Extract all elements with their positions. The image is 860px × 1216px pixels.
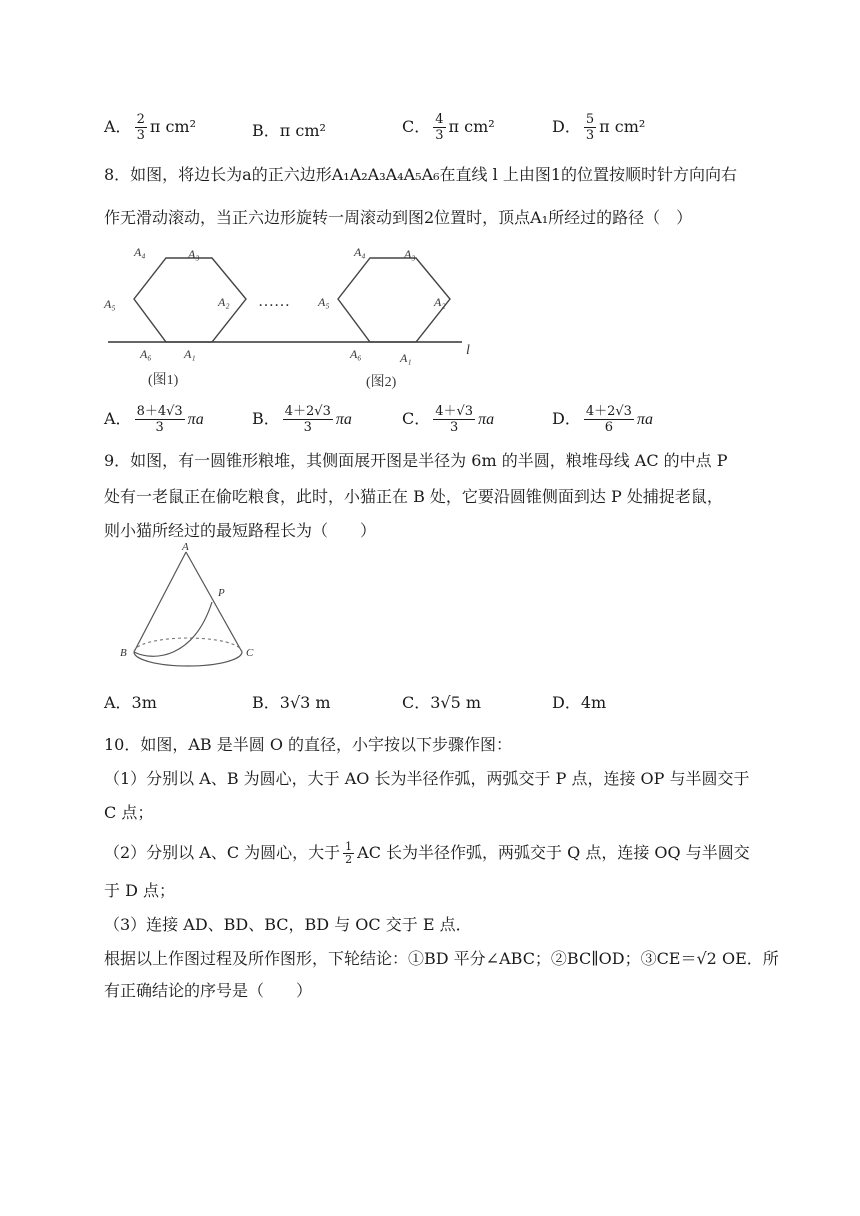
q7-option-a: A． $\frac{2}{3}$ π cm² xyxy=(104,112,196,143)
q10-step-3: （3）连接 AD、BD、BC，BD 与 OC 交于 E 点． xyxy=(104,915,472,934)
fraction: $\frac{2}{3}$ xyxy=(136,112,145,143)
label-c: C xyxy=(246,647,254,659)
h2-a2-label: A₂ xyxy=(434,295,446,309)
q10-step-1-line-1: （1）分别以 A、B 为圆心，大于 AO 长为半径作弧，两弧交于 P 点，连接 OP 与半圆交于 xyxy=(104,769,750,788)
h1-a3-label: A₃ xyxy=(188,247,200,261)
q8-stem-line-2: 作无滑动滚动，当正六边形旋转一周滚动到图2位置时，顶点A₁所经过的路径（ ） xyxy=(104,208,693,227)
h1-a2-label: A₂ xyxy=(218,295,230,309)
q10-conclusions-line-1: 根据以上作图过程及所作图形，下轮结论：①BD 平分∠ABC；②BC∥OD；③CE＝√2 OE．所 xyxy=(104,949,779,968)
h2-a3-label: A₃ xyxy=(404,247,416,261)
q7-option-c: C． $\frac{4}{3}$ π cm² xyxy=(402,112,495,143)
q9-option-c: C．3√5 m xyxy=(402,693,482,712)
q8-option-d: D． $\frac{4+2√3}{6}$ πa xyxy=(552,404,653,435)
fraction: $\frac{5}{3}$ xyxy=(585,112,595,143)
cone-edge-ac xyxy=(186,552,242,652)
h2-a1-label: A₁ xyxy=(400,351,412,365)
fraction: $\frac{4}{3}$ xyxy=(435,112,444,143)
hexagon-dots: …… xyxy=(258,293,290,310)
hexagon-2-labels xyxy=(317,245,446,365)
q9-stem-line-2: 处有一老鼠正在偷吃粮食，此时，小猫正在 B 处，它要沿圆锥侧面到达 P 处捕捉老鼠， xyxy=(104,487,723,506)
h2-a4-label: A₄ xyxy=(354,245,366,259)
q7-option-d: D． $\frac{5}{3}$ π cm² xyxy=(552,112,646,143)
h1-a5-label: A₅ xyxy=(104,297,116,311)
fraction: $\frac{8+4√3}{3}$ xyxy=(136,404,183,435)
fraction: $\frac{4+√3}{3}$ xyxy=(435,404,474,435)
line-l-label: l xyxy=(466,343,470,358)
fraction: $\frac{4+2√3}{3}$ xyxy=(284,404,331,435)
h2-a6-label: A₆ xyxy=(350,347,362,361)
hexagon-1-labels xyxy=(103,245,230,361)
figure-1-caption: (图1) xyxy=(148,373,179,388)
q7-option-b: B．π cm² xyxy=(252,121,326,140)
q10-step-2-line-2: 于 D 点； xyxy=(104,881,176,900)
q8-stem-line-1: 8．如图，将边长为a的正六边形A₁A₂A₃A₄A₅A₆在直线 l 上由图1的位置按顺时针方向向右 xyxy=(104,165,738,184)
q9-option-b: B．3√3 m xyxy=(252,693,331,712)
cone-base-back xyxy=(134,638,242,652)
fraction: $\frac{4+2√3}{6}$ xyxy=(585,404,632,435)
q8-hexagon-figure xyxy=(100,236,490,396)
h2-a5-label: A₅ xyxy=(318,295,330,309)
cone-edge-ab xyxy=(134,552,186,652)
q8-option-a: A． $\frac{8+4√3}{3}$ πa xyxy=(104,404,204,435)
q9-option-a: A．3m xyxy=(104,693,157,712)
h1-a4-label: A₄ xyxy=(134,245,146,259)
label-b: B xyxy=(120,647,127,659)
q10-step-2-line-1: （2）分别以 A、C 为圆心，大于 $\frac{1}{2}$ AC 长为半径作弧，两弧交于 Q 点，连接 OQ 与半圆交 xyxy=(104,840,750,866)
q10-step-1-line-2: C 点； xyxy=(104,803,154,822)
q10-stem-line-1: 10．如图，AB 是半圆 O 的直径，小宇按以下步骤作图： xyxy=(104,735,513,754)
label-p: P xyxy=(218,587,225,599)
label-a: A xyxy=(182,541,189,553)
q9-stem-line-1: 9．如图，有一圆锥形粮堆，其侧面展开图是半径为 6m 的半圆，粮堆母线 AC 的中点 P xyxy=(104,451,728,470)
fraction-half: $\frac{1}{2}$ xyxy=(345,840,353,866)
h1-a1-label: A₁ xyxy=(184,347,196,361)
q10-conclusions-line-2: 有正确结论的序号是（ ） xyxy=(104,981,313,1000)
cone-base-front xyxy=(134,652,242,666)
q8-option-c: C． $\frac{4+√3}{3}$ πa xyxy=(402,404,495,435)
q9-stem-line-3: 则小猫所经过的最短路程长为（ ） xyxy=(104,521,377,540)
q9-cone-figure xyxy=(114,540,274,670)
figure-2-caption: (图2) xyxy=(366,375,397,390)
q8-option-b: B． $\frac{4+2√3}{3}$ πa xyxy=(252,404,352,435)
q9-option-d: D．4m xyxy=(552,693,607,712)
h1-a6-label: A₆ xyxy=(140,347,152,361)
